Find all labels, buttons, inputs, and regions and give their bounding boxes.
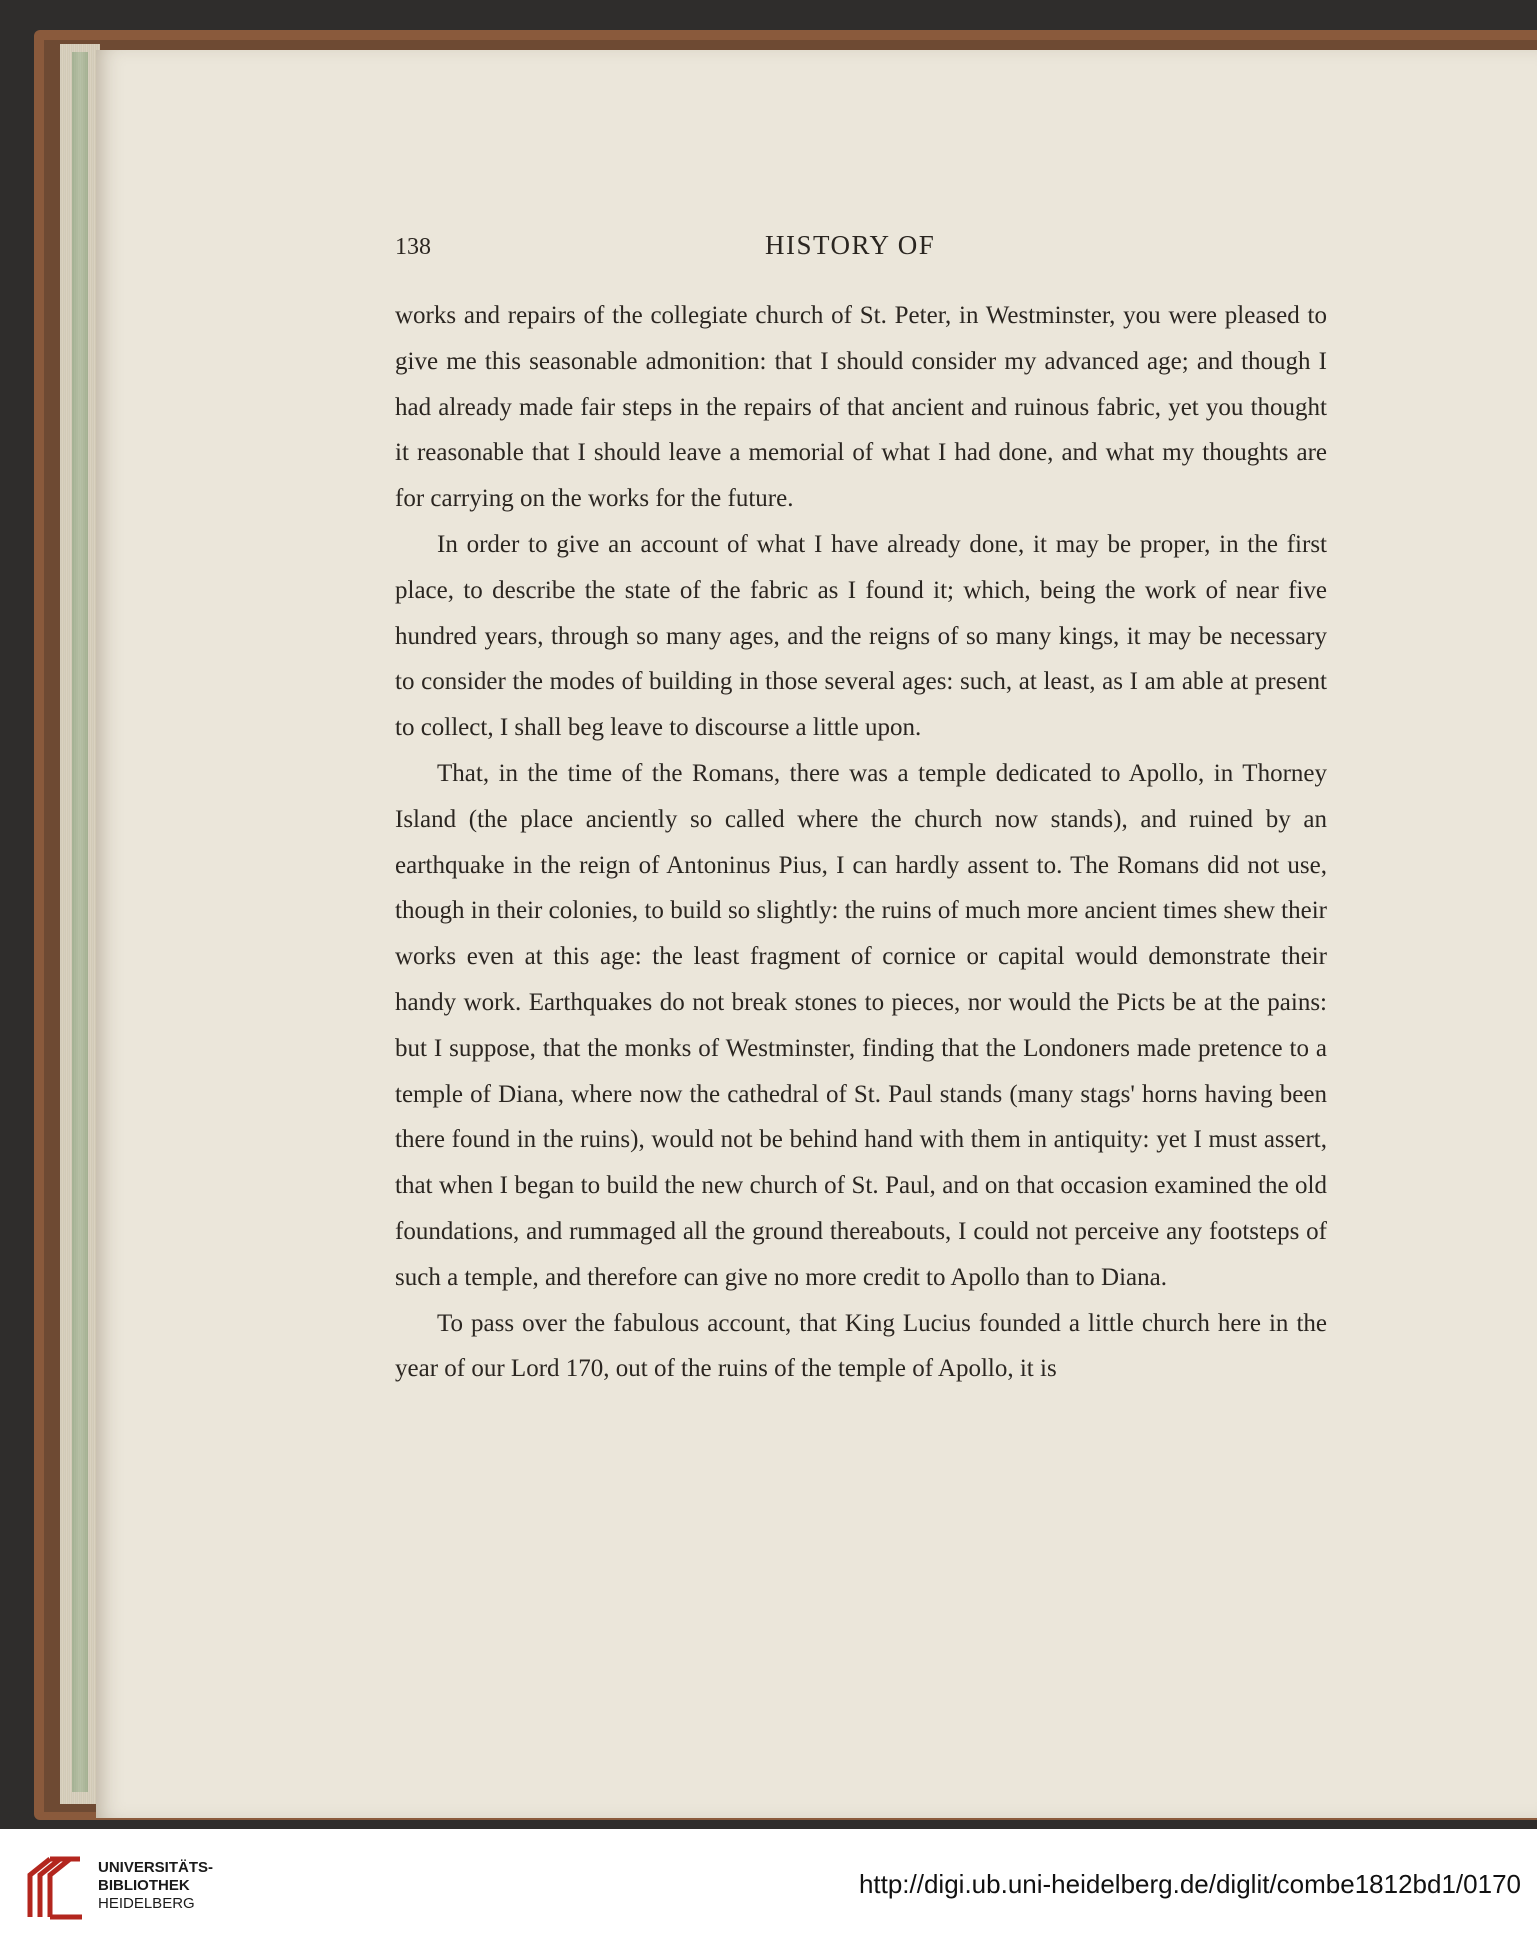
library-name-line1: UNIVERSITÄTS- xyxy=(98,1859,214,1876)
paragraph-1: works and repairs of the collegiate church of St. Peter, in Westminster, you were pleased to give me this seasonable admonition: that I should consider my advanced age; and though I had already made fair steps in the repairs of that ancient and ruinous fabric, yet you thought it reasonable that I should leave a memorial of what I had done, and what my thoughts are for carrying on the works for the future. xyxy=(395,302,1327,513)
footer-bar xyxy=(0,1829,1537,1944)
running-head xyxy=(395,230,1325,270)
paragraph-4: To pass over the fabulous account, that King Lucius founded a little church here in the year of our Lord 170, out of the ruins of the temple of Apollo, it is xyxy=(395,1309,1327,1383)
library-logo-icon xyxy=(20,1851,92,1923)
running-head-title: HISTORY OF xyxy=(765,230,936,260)
page-number: 138 xyxy=(395,234,431,260)
page-edge-tint xyxy=(72,52,88,1792)
body-text xyxy=(395,293,1327,1392)
paragraph-2: In order to give an account of what I have already done, it may be proper, in the first place, to describe the state of the fabric as I found it; which, being the work of near five hundred years, through so many ages, and the reigns of so many kings, it may be necessary to consider the modes of building in those several ages: such, at least, as I am able at present to collect, I shall beg leave to discourse a little upon. xyxy=(395,530,1327,742)
library-name-line3: HEIDELBERG xyxy=(98,1895,195,1912)
source-url[interactable]: http://digi.ub.uni-heidelberg.de/diglit/combe1812bd1/0170 xyxy=(858,1869,1521,1899)
library-name-line2: BIBLIOTHEK xyxy=(98,1877,190,1894)
library-name xyxy=(98,1859,213,1913)
paragraph-3: That, in the time of the Romans, there was a temple dedicated to Apollo, in Thorney Island (the place anciently so called where the church now stands), and ruined by an earthquake in the reign of Antoninus Pius, I can hardly assent to. The Romans did not use, though in their colonies, to build so slightly: the ruins of much more ancient times shew their works even at this age: the least fragment of cornice or capital would demonstrate their handy work. Earthquakes do not break stones to pieces, nor would the Picts be at the pains: but I suppose, that the monks of Westminster, finding that the Londoners made pretence to a temple of Diana, where now the cathedral of St. Paul stands (many stags' horns having been there found in the ruins), would not be behind hand with them in antiquity: yet I must assert, that when I began to build the new church of St. Paul, and on that occasion examined the old foundations, and rummaged all the ground thereabouts, I could not perceive any footsteps of such a temple, and therefore can give no more credit to Apollo than to Diana. xyxy=(395,759,1327,1291)
